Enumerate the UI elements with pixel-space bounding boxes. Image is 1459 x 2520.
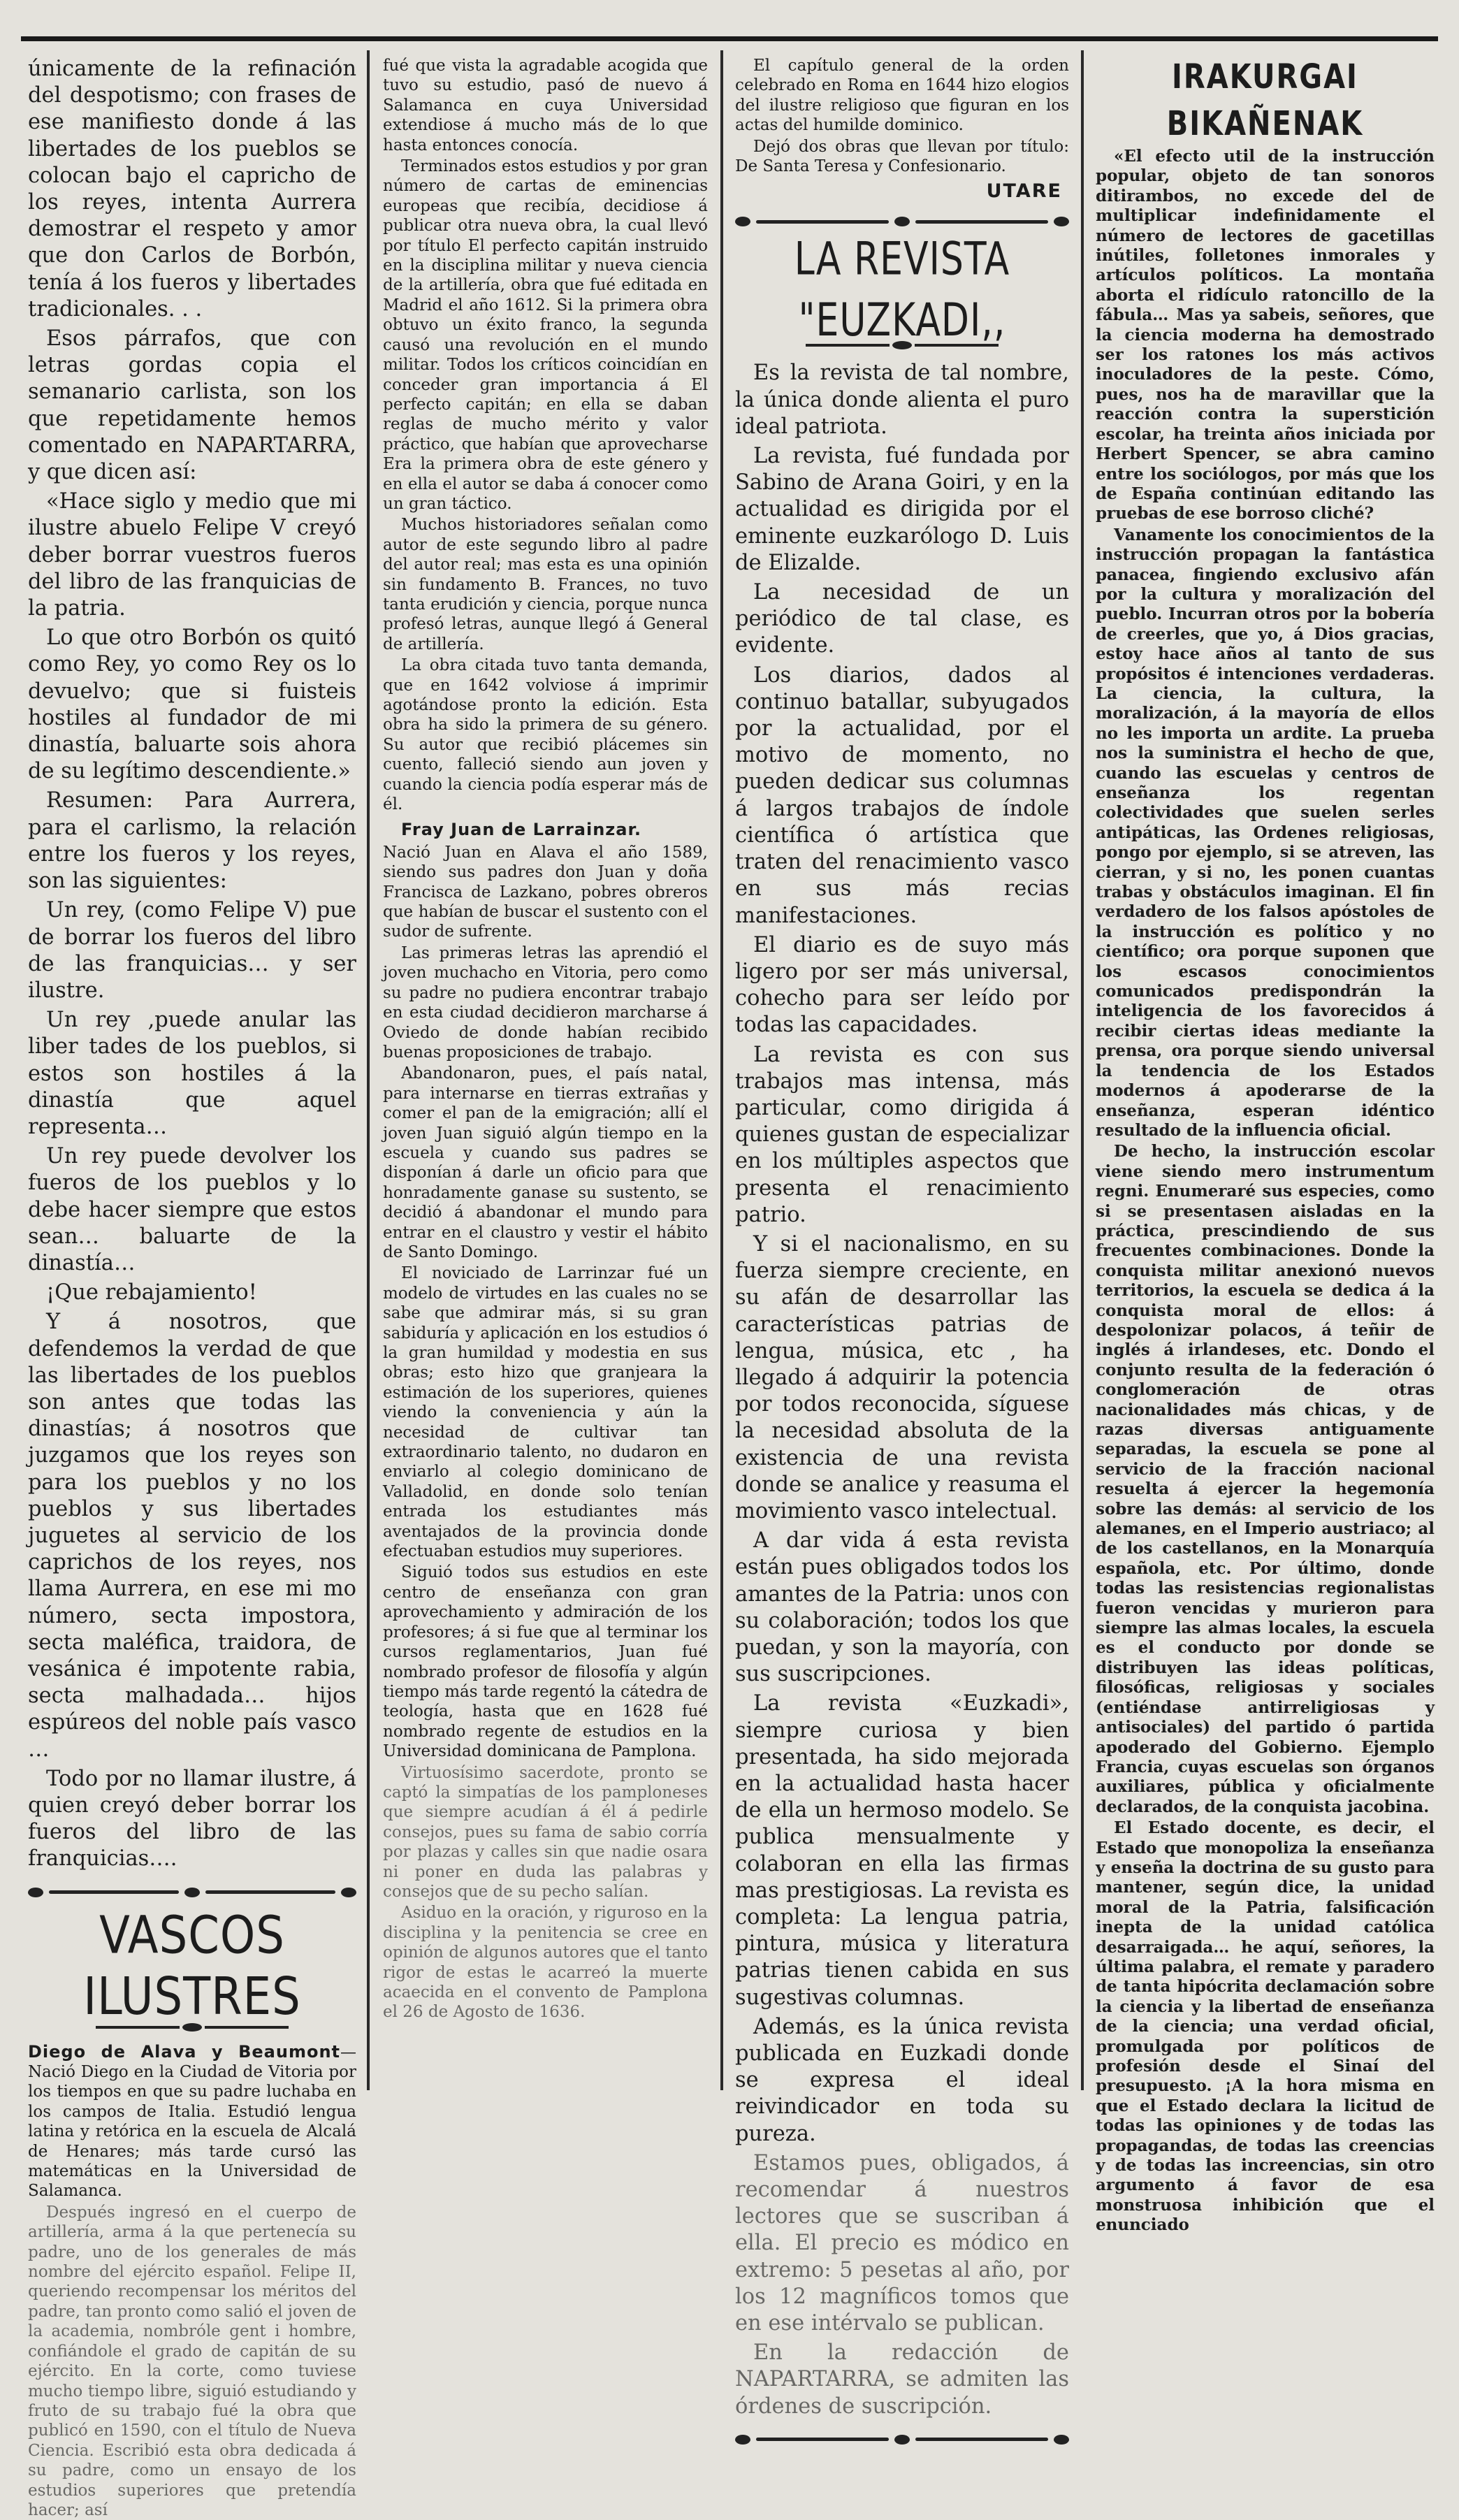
heading-irakurgai: IRAKURGAI BIKAÑENAK <box>1166 57 1364 144</box>
bio-paragraph: Diego de Alava y Beaumont—Nació Diego en la Ciudad de Vitoria por los tiempos en que su padre luchaba en los campos de Italia. Estudió lengua latina y retórica en la escuela de Alcalá de Henares; más tarde cursó las matemáticas en la Universidad de Salamanca. <box>28 2041 356 2201</box>
paragraph: Además, es la única revista publicada en Euzkadi donde se expresa el ideal reivindicador en toda su pureza. <box>735 2014 1069 2146</box>
paragraph: únicamente de la refinación del despotismo; con frases de ese manifiesto donde á las libertades de los pueblos se colocan bajo el capricho de los reyes, intenta Aurrera demostrar el respeto y amor que don Carlos de Borbón, tenía á los fueros y libertades tradicionales. . . <box>28 57 356 321</box>
column-rule-3 <box>1081 50 1084 2090</box>
paragraph: Estamos pues, obligados, á recomendar á nuestros lectores que se suscriban á ella. El precio es módico en extremo: 5 pesetas al año, por los 12 magníficos tomos que en ese intérvalo se publican. <box>735 2150 1069 2336</box>
paragraph: De hecho, la instrucción escolar viene siendo mero instrumentum regni. Enumeraré sus especies, como si se presentasen aisladas en la práctica, prescindiendo de sus frecuentes combinaciones. Donde la conquista militar anexionó nuevos territorios, la escuela se dedica á la conquista moral de ellos: á despolonizar polacos, á teñir de inglés á irlandeses, etc. Dondo el conjunto resulta de la federación ó conglomeración de otras nacionalidades más chicas, y de razas diversas antiguamente separadas, la escuela se pone al servicio de la fracción nacional resuelta á ejercer la hegemonía sobre las demás: al servicio de los alemanes, en el Imperio austriaco; al de los castellanos, en la Monarquía española, etc. Por último, donde todas las resistencias regionalistas fueron vencidas y murieron para siempre las almas locales, la escuela es el conducto por donde se distribuyen las ideas políticas, filosóficas, religiosas y sociales (entiéndase antirreligiosas y antisociales) del partido ó partida apoderado del Gobierno. Ejemplo Francia, cuyas escuelas son órganos auxiliares, pública y oficialmente declarados, de la conquista jacobina. <box>1096 1142 1435 1816</box>
paragraph: Es la revista de tal nombre, la única donde alienta el puro ideal patriota. <box>735 361 1069 439</box>
subhead-larrainzar: Fray Juan de Larrainzar. <box>401 820 641 840</box>
paragraph: Un rey ,puede anular las liber tades de los pueblos, si estos son hostiles á la dinastía que aquel representa… <box>28 1008 356 1139</box>
column-2 <box>383 56 708 2097</box>
paragraph: Vanamente los conocimientos de la instrucción propagan la fantástica panacea, fingiendo exclusivo afán por la cultura y moralización del pueblo. Incurran otros por la bobería de creerles, que yo, á Dios gracias, estoy hace años al tanto de sus propósitos é intenciones verdaderas. La ciencia, la cultura, la moralización, á la mayoría de ellos no les importa un ardite. La prueba nos la suministra el hecho de que, cuando las escuelas y centros de enseñanza los regentan colectividades que suelen serles antipáticas, las Ordenes religiosas, pongo por ejemplo, si se atreven, las cierran, y si no, les ponen cuantas trabas y obstáculos imaginan. El fin verdadero de los falsos apóstoles de la instrucción es político y no científico; ora porque suponen que los escasos conocimientos comunicados predispondrán la inteligencia de los favorecidos á recibir ciertas ideas mediante la prensa, ora porque siendo universal la tendencia de los Estados modernos á apoderarse de la enseñanza, esperan idéntico resultado de la influencia oficial. <box>1096 525 1435 1140</box>
aurrera-article <box>28 56 356 1873</box>
paragraph: Virtuosísimo sacerdote, pronto se captó la simpatías de los pamploneses que siempre acudían á él á pedirle consejos, pues su fama de sabio corría por plazas y calles sin que nadie osara ni poner en duda las palabras y consejos que de su pecho salían. <box>383 1763 708 1901</box>
bio-paragraph: Después ingresó en el cuerpo de artillería, arma á la que pertenecía su padre, uno de los generales de más nombre del ejército español. Felipe II, queriendo recompensar los méritos del padre, tan pronto como salió el joven de la academia, nombróle gent i hombre, confiándole el grado de capitán de su ejército. En la corte, como tuviese mucho tiempo libre, siguió estudiando y fruto de su trabajo fué la obra que publicó en 1590, con el título de Nueva Ciencia. Escribió esta obra dedicada á su padre, como un ensayo de los estudios superiores que pretendía hacer; así <box>28 2203 356 2519</box>
heading-revista-euzkadi: LA REVISTA "EUZKADI,, <box>794 233 1010 347</box>
column-1 <box>28 56 356 2519</box>
paragraph: Abandonaron, pues, el país natal, para internarse en tierras extrañas y comer el pan de la emigración; allí el joven Juan siguió algún tiempo en la escuela y cuando sus padres se disponían á darle un oficio para que honradamente ganase su sustento, se decidió á abandonar el mundo para entrar en el claustro y vestir el hábito de Santo Domingo. <box>383 1064 708 1261</box>
paragraph: Esos párrafos, que con letras gordas copia el semanario carlista, son los que repetidamente hemos comentado en NAPARTARRA, y que dicen así: <box>28 326 356 485</box>
paragraph: A dar vida á esta revista están pues obligados todos los amantes de la Patria: unos con su colaboración; todos los que puedan, y son la mayoría, con sus suscripciones. <box>735 1528 1069 1687</box>
paragraph: Asiduo en la oración, y riguroso en la disciplina y la penitencia se cree en opinión de algunos autores que el tanto rigor de estas le acarreó la muerte acaecida en el convento de Pamplona el 26 de Agosto de 1636. <box>383 1904 708 2022</box>
paragraph: «Hace siglo y medio que mi ilustre abuelo Felipe V creyó deber borrar vuestros fueros del libro de las franquicias de la patria. <box>28 489 356 621</box>
paragraph: El diario es de suyo más ligero por ser más universal, cohecho para ser leído por todas las capacidades. <box>735 932 1069 1038</box>
paragraph: En la redacción de NAPARTARRA, se admiten las órdenes de suscripción. <box>735 2340 1069 2419</box>
ornament-divider <box>28 1880 356 1905</box>
paragraph: La revista es con sus trabajos mas intensa, más particular, como dirigida á quienes gustan de especializar en los múltiples aspectos que presenta el renacimiento patrio. <box>735 1042 1069 1227</box>
column-3 <box>735 56 1069 2419</box>
paragraph: El capítulo general de la orden celebrado en Roma en 1644 hizo elogios del ilustre religioso que figuran en los actas del humilde dominico. <box>735 57 1069 135</box>
paragraph: Todo por no llamar ilustre, á quien creyó deber borrar los fueros del libro de las franquicias…. <box>28 1766 356 1871</box>
paragraph: Un rey, (como Felipe V) pue de borrar los fueros del libro de las franquicias… y ser ilustre. <box>28 898 356 1003</box>
paragraph: Terminados estos estudios y por gran número de cartas de eminencias europeas que recibía, decidiose á publicar otra nueva obra, la cual llevó por título El perfecto capitán instruido en la disciplina militar y nueva ciencia de la artillería, obra que fué editada en Madrid el año 1612. Si la primera obra obtuvo un éxito franco, la segunda causó una revolución en el mundo militar. Todos los críticos coincidían en conceder gran importancia á El perfecto capitán; en ella se daban reglas de mucho mérito y valor práctico, que habían que aprovecharse Era la primera obra de este género y en ella el autor se daba á conocer como un gran táctico. <box>383 157 708 513</box>
paragraph: Nació Juan en Alava el año 1589, siendo sus padres don Juan y doña Francisca de Lazkano, pobres obreros que habían de buscar el sustento con el sudor de sufrente. <box>383 843 708 941</box>
paragraph: Un rey puede devolver los fueros de los pueblos y lo debe hacer siempre que estos sean… baluarte de la dinastía… <box>28 1144 356 1275</box>
paragraph: La revista, fué fundada por Sabino de Arana Goiri, y en la actualidad es dirigida por el eminente euzkarólogo D. Luis de Elizalde. <box>735 444 1069 575</box>
paragraph: El Estado docente, es decir, el Estado que monopoliza la enseñanza y enseña la doctrina de su gusto para mantener, según dice, la unidad moral de la Patria, falsificación inepta de la unidad católica desarraigada… he aquí, señores, la última palabra, el remate y paradero de tanta hipócrita declamación sobre la ciencia y la libertad de enseñanza de la ciencia; una verdad oficial, promulgada por políticos de profesión desde el Sinaí del presupuesto. ¡A la hora misma en que el Estado declara la licitud de todas las opiniones y de todas las propagandas, de todas las creencias y de todas las increencias, sin otro argumento á favor de esa monstruosa inhibición que el enunciado <box>1096 1818 1435 2235</box>
paragraph: Y si el nacionalismo, en su fuerza siempre creciente, en su afán de desarrollar las características patrias de lengua, música, etc , ha llegado á adquirir la potencia por todos reconocida, síguese la necesidad absoluta de la existencia de una revista donde se analice y reasuma el movimiento vasco intelectual. <box>735 1231 1069 1523</box>
paragraph: Dejó dos obras que llevan por título: De Santa Teresa y Confesionario. <box>735 137 1069 176</box>
paragraph: Resumen: Para Aurrera, para el carlismo, la relación entre los fueros y los reyes, son las siguientes: <box>28 788 356 894</box>
top-rule <box>21 36 1438 41</box>
paragraph: ¡Que rebajamiento! <box>46 1280 257 1305</box>
column-rule-2 <box>720 50 723 2090</box>
paragraph: Las primeras letras las aprendió el joven muchacho en Vitoria, pero como su padre no pudiera encontrar trabajo en esta ciudad decidieron marcharse á Oviedo de donde habían recibido buenas proposiciones de trabajo. <box>383 943 708 1062</box>
column-rule-1 <box>367 50 370 2090</box>
paragraph: «El efecto util de la instrucción popular, objeto de tan sonoros ditirambos, no excede del de multiplicar indefinidamente el número de lectores de gacetillas inútiles, folletones inmorales y artículos políticos. La montaña aborta el ridículo ratoncillo de la fábula… Mas ya sabeis, señores, que la ciencia moderna ha demostrado ser los ratones los más activos inoculadores de la peste. Cómo, pues, nos ha de maravillar que la reacción contra la superstición escolar, ha treinta años iniciada por Herbert Spencer, se abra camino entre los sociólogos, por más que los de España continúan editando las pruebas de ese borroso cliché? <box>1096 147 1435 523</box>
heading-vascos-ilustres: VASCOS ILUSTRES <box>83 1906 301 2027</box>
paragraph: La obra citada tuvo tanta demanda, que en 1642 volviose á imprimir agotándose pronto la edición. Esta obra ha sido la primera de su género. Su autor que recibió plácemes sin cuento, falleció siendo aun joven y cuando la ciencia podía esperar más de él. <box>383 656 708 814</box>
paragraph: fué que vista la agradable acogida que tuvo su estudio, pasó de nuevo á Salamanca en cuya Universidad extendiose á mucho más de lo que hasta entonces conocía. <box>383 57 708 154</box>
paragraph: Los diarios, dados al continuo batallar, subyugados por la actualidad, por el motivo de momento, no pueden dedicar sus columnas á largos trabajos de índole científica ó artística que traten del renacimiento vasco en sus más recias manifestaciones. <box>735 662 1069 928</box>
paragraph: Muchos historiadores señalan como autor de este segundo libro al padre del autor real; mas esta es una opinión sin fundamento B. Frances, no tuvo tanta erudición y ciencia, porque nunca profesó letras, aunque llegó á General de artillería. <box>383 516 708 653</box>
bio-name: Diego de Alava y Beaumont <box>28 2041 340 2062</box>
paragraph: La revista «Euzkadi», siempre curiosa y bien presentada, ha sido mejorada en la actualidad hasta hacer de ella un hermoso modelo. Se publica mensualmente y colaboran en ella las firmas mas prestigiosas. La revista es completa: La lengua patria, pintura, música y literatura patrias tienen cabida en sus sugestivas columnas. <box>735 1691 1069 2010</box>
column-4 <box>1096 56 1435 2235</box>
paragraph: La necesidad de un periódico de tal clase, es evidente. <box>735 580 1069 658</box>
paragraph: Y á nosotros, que defendemos la verdad de que las libertades de los pueblos son antes que todas las dinastías; á nosotros que juzgamos que los reyes son para los pueblos y no los pueblos y sus libertades juguetes al servicio de los caprichos de los reyes, nos llama Aurrera, en ese mi mo número, secta impostora, secta maléfica, traidora, de vesánica é impotente rabia, secta malhadada… hijos espúreos del noble país vasco … <box>28 1310 356 1762</box>
paragraph: Siguió todos sus estudios en este centro de enseñanza con gran aprovechamiento y admiración de los profesores; á si fue que al terminar los cursos reglamentarios, Juan fué nombrado profesor de filosofía y algún tiempo más tarde regentó la cátedra de teología, hasta que en 1628 fué nombrado regente de estudios en la Universidad dominicana de Pamplona. <box>383 1563 708 1761</box>
signature: UTARE <box>986 180 1062 203</box>
paragraph: Lo que otro Borbón os quitó como Rey, yo como Rey os lo devuelvo; que si fuisteis hostiles al fundador de mi dinastía, baluarte sois ahora de su legítimo descendiente.» <box>28 625 356 784</box>
ornament-divider <box>735 2427 1069 2452</box>
paragraph: El noviciado de Larrinzar fué un modelo de virtudes en las cuales no se sabe que admirar más, si su gran sabiduría y aplicación en los estudios ó la gran humildad y modestia en sus obras; esto hizo que granjeara la estimación de los superiores, quienes viendo la conveniencia y aún la necesidad de cultivar tan extraordinario talento, no dudaron en enviarlo al colegio dominicano de Valladolid, en donde solo tenían entrada los estudiantes más aventajados de la provincia donde efectuaban estudios muy superiores. <box>383 1264 708 1561</box>
